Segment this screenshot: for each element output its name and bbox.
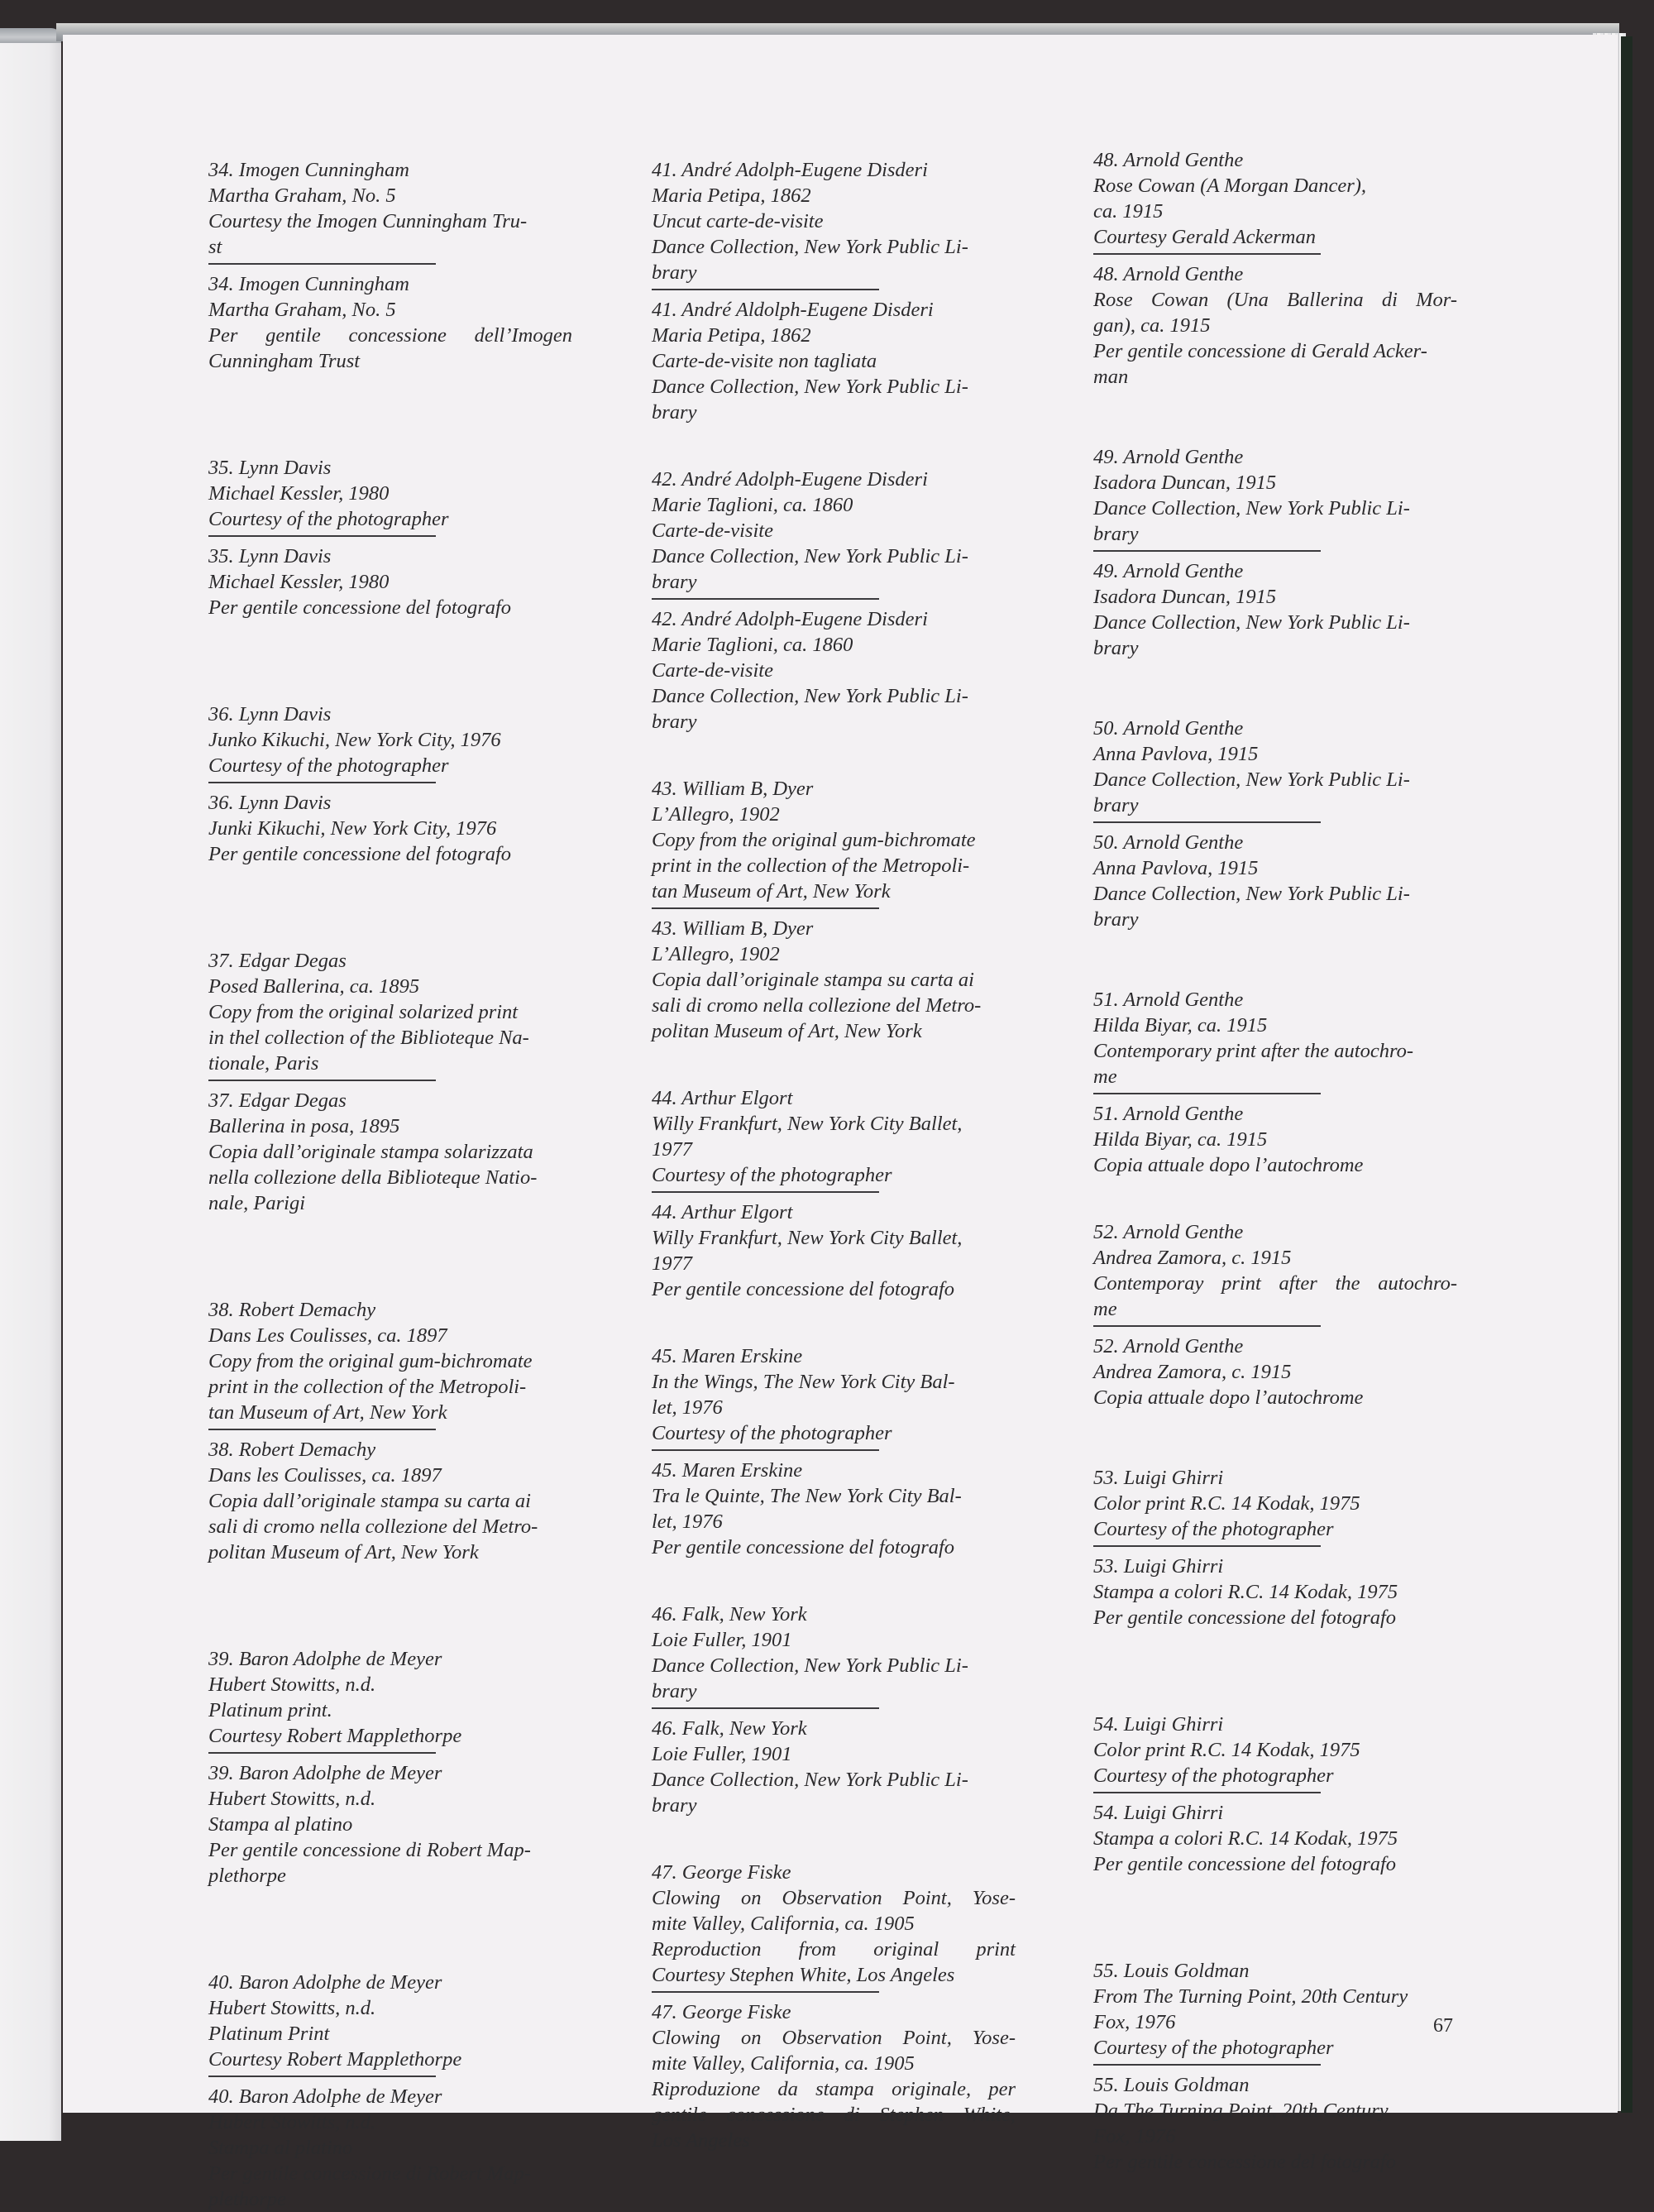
caption-divider — [1093, 2064, 1321, 2066]
caption-line: plethorpe — [208, 1865, 286, 1887]
caption-line: 39. Baron Adolphe de Meyer — [208, 1648, 442, 1670]
caption-line: Fox, 1976 — [1093, 2125, 1176, 2147]
book-cover-edge — [1621, 36, 1632, 2113]
caption-entry-english — [208, 1297, 572, 1429]
caption-line: 51. Arnold Genthe — [1093, 1103, 1244, 1125]
caption-entry-italian — [1093, 261, 1457, 390]
caption-line: Dans Les Coulisses, ca. 1897 — [208, 1324, 447, 1347]
caption-entry-italian — [208, 1437, 572, 1565]
caption-line: Per gentile concessione dell’Imogen — [208, 324, 572, 347]
caption-line: L’Allegro, 1902 — [652, 943, 780, 965]
caption-line: 53. Luigi Ghirri — [1093, 1555, 1224, 1578]
caption-divider — [1093, 1792, 1321, 1793]
caption-line: Copia dall’originale stampa solarizzata — [208, 1141, 533, 1163]
caption-line: Andrea Zamora, c. 1915 — [1093, 1361, 1292, 1383]
caption-line: 48. Arnold Genthe — [1093, 263, 1244, 285]
caption-line: Copia attuale dopo l’autochrome — [1093, 1386, 1364, 1409]
caption-line: 45. Maren Erskine — [652, 1345, 803, 1367]
caption-line: 34. Imogen Cunningham — [208, 273, 409, 295]
caption-line: 37. Edgar Degas — [208, 1089, 347, 1112]
caption-line: brary — [652, 571, 697, 593]
caption-line: Dance Collection, New York Public Li- — [1093, 497, 1410, 519]
caption-entry-italian — [652, 916, 1016, 1044]
caption-line: 48. Arnold Genthe — [1093, 149, 1244, 171]
caption-line: Stampa a colori R.C. 14 Kodak, 1975 — [1093, 1827, 1398, 1850]
caption-entry-english — [208, 948, 572, 1080]
caption-line: 55. Louis Goldman — [1093, 2074, 1250, 2096]
caption-divider — [1093, 550, 1321, 552]
caption-line: nella collezione della Biblioteque Natio- — [208, 1166, 538, 1189]
caption-line: Michael Kessler, 1980 — [208, 482, 390, 505]
caption-line: me — [1093, 1065, 1117, 1088]
caption-line: Hubert Stowitts, n.d. — [208, 1997, 376, 2019]
caption-entry-italian — [652, 1199, 1016, 1302]
caption-entry-italian — [208, 790, 572, 867]
caption-line: brary — [1093, 523, 1139, 545]
caption-line: Rose Cowan (Una Ballerina di Mor- — [1093, 289, 1457, 311]
caption-line: Isadora Duncan, 1915 — [1093, 472, 1277, 494]
caption-line: Courtesy of the photographer — [652, 1422, 892, 1444]
caption-line: mite Valley, California, ca. 1905 — [652, 2052, 915, 2075]
caption-line: Martha Graham, No. 5 — [208, 184, 396, 207]
caption-line: Ballerina in posa, 1895 — [208, 1115, 400, 1137]
caption-line: gan), ca. 1915 — [1093, 314, 1211, 337]
caption-line: Carte-de-visite — [652, 519, 773, 542]
caption-line: Dance Collection, New York Public Li- — [1093, 883, 1410, 905]
caption-line: print in the collection of the Metropoli- — [652, 855, 970, 877]
caption-line: Clowing on Observation Point, Yose- — [652, 2027, 1016, 2049]
caption-line: 41. André Adolph-Eugene Disderi — [652, 159, 928, 181]
caption-entry-english — [208, 157, 572, 263]
caption-divider — [652, 1707, 879, 1709]
caption-line: Courtesy Stephen White, Los Angeles — [652, 1964, 955, 1986]
caption-line: In the Wings, The New York City Bal- — [652, 1371, 955, 1393]
caption-line: Marie Taglioni, ca. 1860 — [652, 494, 853, 516]
caption-line: Per gentile concessione di Gerald Acker- — [1093, 340, 1427, 362]
caption-line: 49. Arnold Genthe — [1093, 560, 1244, 582]
caption-line: Willy Frankfurt, New York City Ballet, — [652, 1227, 963, 1249]
caption-line: Per gentile concessione di Robert Map- — [208, 1839, 531, 1861]
caption-line: 39. Baron Adolphe de Meyer — [208, 1762, 442, 1784]
caption-line: brary — [1093, 794, 1139, 816]
caption-line: Copia attuale dopo l’autochrome — [1093, 1154, 1364, 1176]
caption-line: Stampa al platino — [208, 2137, 353, 2159]
caption-line: 40. Baron Adolphe de Meyer — [208, 2085, 442, 2108]
caption-divider — [1093, 1325, 1321, 1327]
caption-line: Michael Kessler, 1980 — [208, 571, 390, 593]
caption-line: brary — [1093, 637, 1139, 659]
caption-line: Copia dall’originale stampa su carta ai — [652, 969, 974, 991]
caption-line: Platinum print. — [208, 1699, 332, 1721]
caption-line: let, 1976 — [652, 1511, 723, 1533]
caption-line: Hubert Stowitts, n.d. — [208, 2111, 376, 2133]
caption-line: Per gentile concessione del fotografo — [652, 1278, 955, 1300]
caption-line: 42. André Adolph-Eugene Disderi — [652, 468, 928, 491]
caption-line: Loie Fuller, 1901 — [652, 1743, 792, 1765]
caption-line: Isadora Duncan, 1915 — [1093, 586, 1277, 608]
caption-line: Courtesy of the photographer — [652, 1164, 892, 1186]
caption-line: Riproduzione da stampa originale, per — [652, 2078, 1016, 2100]
caption-line: 54. Luigi Ghirri — [1093, 1713, 1224, 1736]
caption-line: man — [1093, 366, 1129, 388]
caption-line: Tra le Quinte, The New York City Bal- — [652, 1485, 962, 1507]
caption-entry-italian — [652, 297, 1016, 425]
caption-line: Dance Collection, New York Public Li- — [652, 545, 968, 567]
caption-line: Per gentile concessione di Robert Map- — [208, 2162, 531, 2185]
caption-divider — [1093, 253, 1321, 255]
caption-line: st — [208, 236, 222, 258]
caption-line: Courtesy of the photographer — [208, 508, 449, 530]
caption-divider — [652, 598, 879, 600]
caption-divider — [208, 782, 436, 783]
caption-line: politan Museum of Art, New York — [652, 1020, 922, 1042]
caption-divider — [208, 1429, 436, 1430]
caption-divider — [208, 263, 436, 265]
caption-divider — [1093, 1545, 1321, 1547]
caption-divider — [652, 907, 879, 909]
caption-line: 1977 — [652, 1252, 692, 1275]
caption-entry-english — [652, 157, 1016, 289]
caption-line: brary — [652, 401, 697, 424]
caption-line: Carte-de-visite — [652, 659, 773, 682]
caption-line: Loie Fuller, 1901 — [652, 1629, 792, 1651]
caption-line: 35. Lynn Davis — [208, 457, 332, 479]
caption-entry-english — [208, 1970, 572, 2076]
caption-line: tionale, Paris — [208, 1052, 319, 1075]
caption-line: Rose Cowan (A Morgan Dancer), — [1093, 175, 1367, 197]
caption-line: let, 1976 — [652, 1396, 723, 1419]
caption-line: Willy Frankfurt, New York City Ballet, — [652, 1113, 963, 1135]
caption-line: 47. George Fiske — [652, 1861, 791, 1884]
caption-line: Per gentile concessione del fotografo — [652, 1536, 955, 1558]
caption-line: Per gentile concessione del fotografo — [208, 596, 512, 619]
caption-line: 43. William B, Dyer — [652, 778, 814, 800]
caption-entry-italian — [652, 606, 1016, 735]
caption-entry-english — [1093, 1958, 1457, 2064]
caption-entry-italian — [652, 1458, 1016, 1560]
caption-line: Dance Collection, New York Public Li- — [652, 685, 968, 707]
caption-entry-english — [652, 1085, 1016, 1191]
caption-entry-english — [208, 701, 572, 782]
caption-line: 34. Imogen Cunningham — [208, 159, 409, 181]
caption-line: ca. 1915 — [1093, 200, 1164, 223]
caption-line: Courtesy Gerald Ackerman — [1093, 226, 1316, 248]
caption-entry-english — [652, 1343, 1016, 1449]
caption-line: 40. Baron Adolphe de Meyer — [208, 1971, 442, 1994]
caption-line: brary — [1093, 908, 1139, 931]
caption-line: Dans les Coulisses, ca. 1897 — [208, 1464, 442, 1487]
caption-line: Hilda Biyar, ca. 1915 — [1093, 1014, 1268, 1037]
caption-entry-italian — [1093, 1333, 1457, 1410]
caption-entry-italian — [1093, 1800, 1457, 1877]
caption-line: Maria Petipa, 1862 — [652, 184, 811, 207]
caption-entry-english — [208, 1646, 572, 1752]
caption-line: Anna Pavlova, 1915 — [1093, 857, 1259, 879]
caption-line: Los Angeles — [652, 2129, 750, 2152]
caption-line: Courtesy Robert Mapplethorpe — [208, 2048, 462, 2071]
caption-line: Reproduction from original print — [652, 1938, 1016, 1961]
caption-entry-italian — [208, 1088, 572, 1216]
caption-entry-english — [652, 776, 1016, 907]
caption-entry-italian — [1093, 1101, 1457, 1178]
page-number: 67 — [1433, 2015, 1453, 2037]
caption-entry-english — [652, 1860, 1016, 1991]
caption-line: brary — [652, 1794, 697, 1817]
caption-line: Dance Collection, New York Public Li- — [652, 376, 968, 398]
caption-line: gentile concessione di Stephen White, — [652, 2104, 1016, 2126]
caption-line: From The Turning Point, 20th Century — [1093, 1985, 1408, 2008]
caption-entry-english — [1093, 716, 1457, 821]
caption-divider — [1093, 1093, 1321, 1094]
caption-divider — [208, 1752, 436, 1754]
caption-line: Copy from the original solarized print — [208, 1001, 519, 1023]
caption-line: Dance Collection, New York Public Li- — [652, 236, 968, 258]
caption-line: Fox, 1976 — [1093, 2011, 1176, 2033]
caption-divider — [208, 535, 436, 537]
caption-line: Da The Turning Point, 20th Century — [1093, 2099, 1389, 2122]
caption-line: print in the collection of the Metropoli- — [208, 1376, 527, 1398]
caption-line: 43. William B, Dyer — [652, 917, 814, 940]
caption-line: 42. André Adolph-Eugene Disderi — [652, 608, 928, 630]
caption-line: Clowing on Observation Point, Yose- — [652, 1887, 1016, 1909]
caption-line: 47. George Fiske — [652, 2001, 791, 2023]
caption-line: Contemporay print after the autochro- — [1093, 1272, 1457, 1295]
caption-line: 35. Lynn Davis — [208, 545, 332, 567]
caption-line: brary — [652, 711, 697, 733]
caption-column-1 — [208, 157, 572, 2212]
caption-line: Per gentile concessione del fotografo — [1093, 1853, 1397, 1875]
caption-line: politan Museum of Art, New York — [208, 1541, 479, 1563]
caption-line: brary — [652, 1680, 697, 1702]
caption-line: Anna Pavlova, 1915 — [1093, 743, 1259, 765]
caption-line: 38. Robert Demachy — [208, 1439, 376, 1461]
caption-line: Per gentile concessione del fotografo — [208, 843, 512, 865]
caption-line: Copia dall’originale stampa su carta ai — [208, 1490, 531, 1512]
caption-entry-italian — [1093, 1554, 1457, 1630]
caption-divider — [652, 1191, 879, 1193]
caption-line: Junki Kikuchi, New York City, 1976 — [208, 817, 497, 840]
caption-line: Contemporary print after the autochro- — [1093, 1040, 1413, 1062]
caption-line: Courtesy of the photographer — [208, 754, 449, 777]
caption-line: Color print R.C. 14 Kodak, 1975 — [1093, 1492, 1360, 1515]
caption-line: Uncut carte-de-visite — [652, 210, 824, 232]
caption-entry-italian — [1093, 558, 1457, 661]
caption-line: 1977 — [652, 1138, 692, 1161]
caption-line: Courtesy of the photographer — [1093, 1518, 1334, 1540]
caption-line: Courtesy the Imogen Cunningham Tru- — [208, 210, 528, 232]
caption-line: 50. Arnold Genthe — [1093, 831, 1244, 854]
caption-line: 52. Arnold Genthe — [1093, 1335, 1244, 1357]
caption-divider — [652, 289, 879, 290]
caption-entry-italian — [208, 271, 572, 374]
caption-line: Dance Collection, New York Public Li- — [652, 1769, 968, 1791]
caption-line: Copy from the original gum-bichromate — [208, 1350, 533, 1372]
caption-entry-italian — [208, 2084, 572, 2212]
caption-entry-english — [652, 467, 1016, 598]
caption-line: 38. Robert Demachy — [208, 1299, 376, 1321]
caption-line: Stampa a colori R.C. 14 Kodak, 1975 — [1093, 1581, 1398, 1603]
caption-line: in thel collection of the Biblioteque Na- — [208, 1027, 529, 1049]
caption-line: 45. Maren Erskine — [652, 1459, 803, 1482]
left-page-edge — [0, 43, 61, 2141]
caption-line: Per gentile concessione del fotografo — [1093, 2151, 1397, 2173]
caption-divider — [208, 2076, 436, 2077]
caption-entry-english — [1093, 147, 1457, 253]
caption-entry-italian — [1093, 2072, 1457, 2175]
caption-line: 37. Edgar Degas — [208, 950, 347, 972]
caption-line: Andrea Zamora, c. 1915 — [1093, 1247, 1292, 1269]
caption-entry-english — [652, 1602, 1016, 1707]
caption-line: Hilda Biyar, ca. 1915 — [1093, 1128, 1268, 1151]
caption-line: 49. Arnold Genthe — [1093, 446, 1244, 468]
caption-line: Hubert Stowitts, n.d. — [208, 1673, 376, 1696]
caption-line: 51. Arnold Genthe — [1093, 989, 1244, 1011]
caption-line: Dance Collection, New York Public Li- — [1093, 768, 1410, 791]
caption-line: sali di cromo nella collezione del Metro- — [652, 994, 982, 1017]
caption-line: Posed Ballerina, ca. 1895 — [208, 975, 420, 998]
caption-line: Color print R.C. 14 Kodak, 1975 — [1093, 1739, 1360, 1761]
caption-line: 44. Arthur Elgort — [652, 1201, 793, 1223]
caption-line: 46. Falk, New York — [652, 1603, 807, 1625]
caption-line: Dance Collection, New York Public Li- — [1093, 611, 1410, 634]
caption-line: brary — [652, 261, 697, 284]
caption-line: 53. Luigi Ghirri — [1093, 1467, 1224, 1489]
caption-entry-english — [1093, 987, 1457, 1093]
caption-line: 50. Arnold Genthe — [1093, 717, 1244, 740]
caption-entry-english — [1093, 444, 1457, 550]
caption-entry-italian — [1093, 830, 1457, 932]
caption-line: 36. Lynn Davis — [208, 703, 332, 725]
caption-line: Hubert Stowitts, n.d. — [208, 1788, 376, 1810]
caption-entry-italian — [208, 1760, 572, 1889]
caption-line: tan Museum of Art, New York — [652, 880, 891, 903]
caption-line: mite Valley, California, ca. 1905 — [652, 1913, 915, 1935]
caption-line: Martha Graham, No. 5 — [208, 299, 396, 321]
caption-line: 55. Louis Goldman — [1093, 1960, 1250, 1982]
caption-line: Carte-de-visite non tagliata — [652, 350, 877, 372]
caption-line: 44. Arthur Elgort — [652, 1087, 793, 1109]
caption-line: Junko Kikuchi, New York City, 1976 — [208, 729, 501, 751]
caption-entry-english — [208, 455, 572, 535]
caption-line: 36. Lynn Davis — [208, 792, 332, 814]
caption-line: tan Museum of Art, New York — [208, 1401, 447, 1424]
caption-divider — [652, 1449, 879, 1451]
caption-line: Platinum Print — [208, 2023, 330, 2045]
caption-line: Marie Taglioni, ca. 1860 — [652, 634, 853, 656]
caption-divider — [1093, 821, 1321, 823]
caption-divider — [652, 1991, 879, 1993]
caption-divider — [208, 1080, 436, 1081]
caption-line: 41. André Aldolph-Eugene Disderi — [652, 299, 934, 321]
caption-column-3 — [1093, 147, 1457, 2175]
caption-line: Courtesy Robert Mapplethorpe — [208, 1725, 462, 1747]
caption-entry-italian — [652, 1716, 1016, 1818]
caption-line: 52. Arnold Genthe — [1093, 1221, 1244, 1243]
caption-line: Courtesy of the photographer — [1093, 2037, 1334, 2059]
caption-line: L’Allegro, 1902 — [652, 803, 780, 826]
caption-line: Per gentile concessione del fotografo — [1093, 1606, 1397, 1629]
caption-line: Dance Collection, New York Public Li- — [652, 1654, 968, 1677]
caption-line: sali di cromo nella collezione del Metro- — [208, 1515, 538, 1538]
caption-line: me — [1093, 1298, 1117, 1320]
caption-line: Stampa al platino — [208, 1813, 353, 1836]
caption-line: 54. Luigi Ghirri — [1093, 1802, 1224, 1824]
caption-line: Maria Petipa, 1862 — [652, 324, 811, 347]
caption-entry-italian — [652, 1999, 1016, 2153]
caption-entry-italian — [208, 543, 572, 620]
caption-line: Cunningham Trust — [208, 350, 361, 372]
caption-line: 46. Falk, New York — [652, 1717, 807, 1740]
caption-line: Copy from the original gum-bichromate — [652, 829, 976, 851]
caption-entry-english — [1093, 1219, 1457, 1325]
caption-entry-english — [1093, 1465, 1457, 1545]
caption-line: plethorpe — [208, 2188, 286, 2210]
caption-column-2 — [652, 157, 1016, 2153]
caption-entry-english — [1093, 1712, 1457, 1792]
caption-line: nale, Parigi — [208, 1192, 306, 1214]
caption-line: Courtesy of the photographer — [1093, 1764, 1334, 1787]
